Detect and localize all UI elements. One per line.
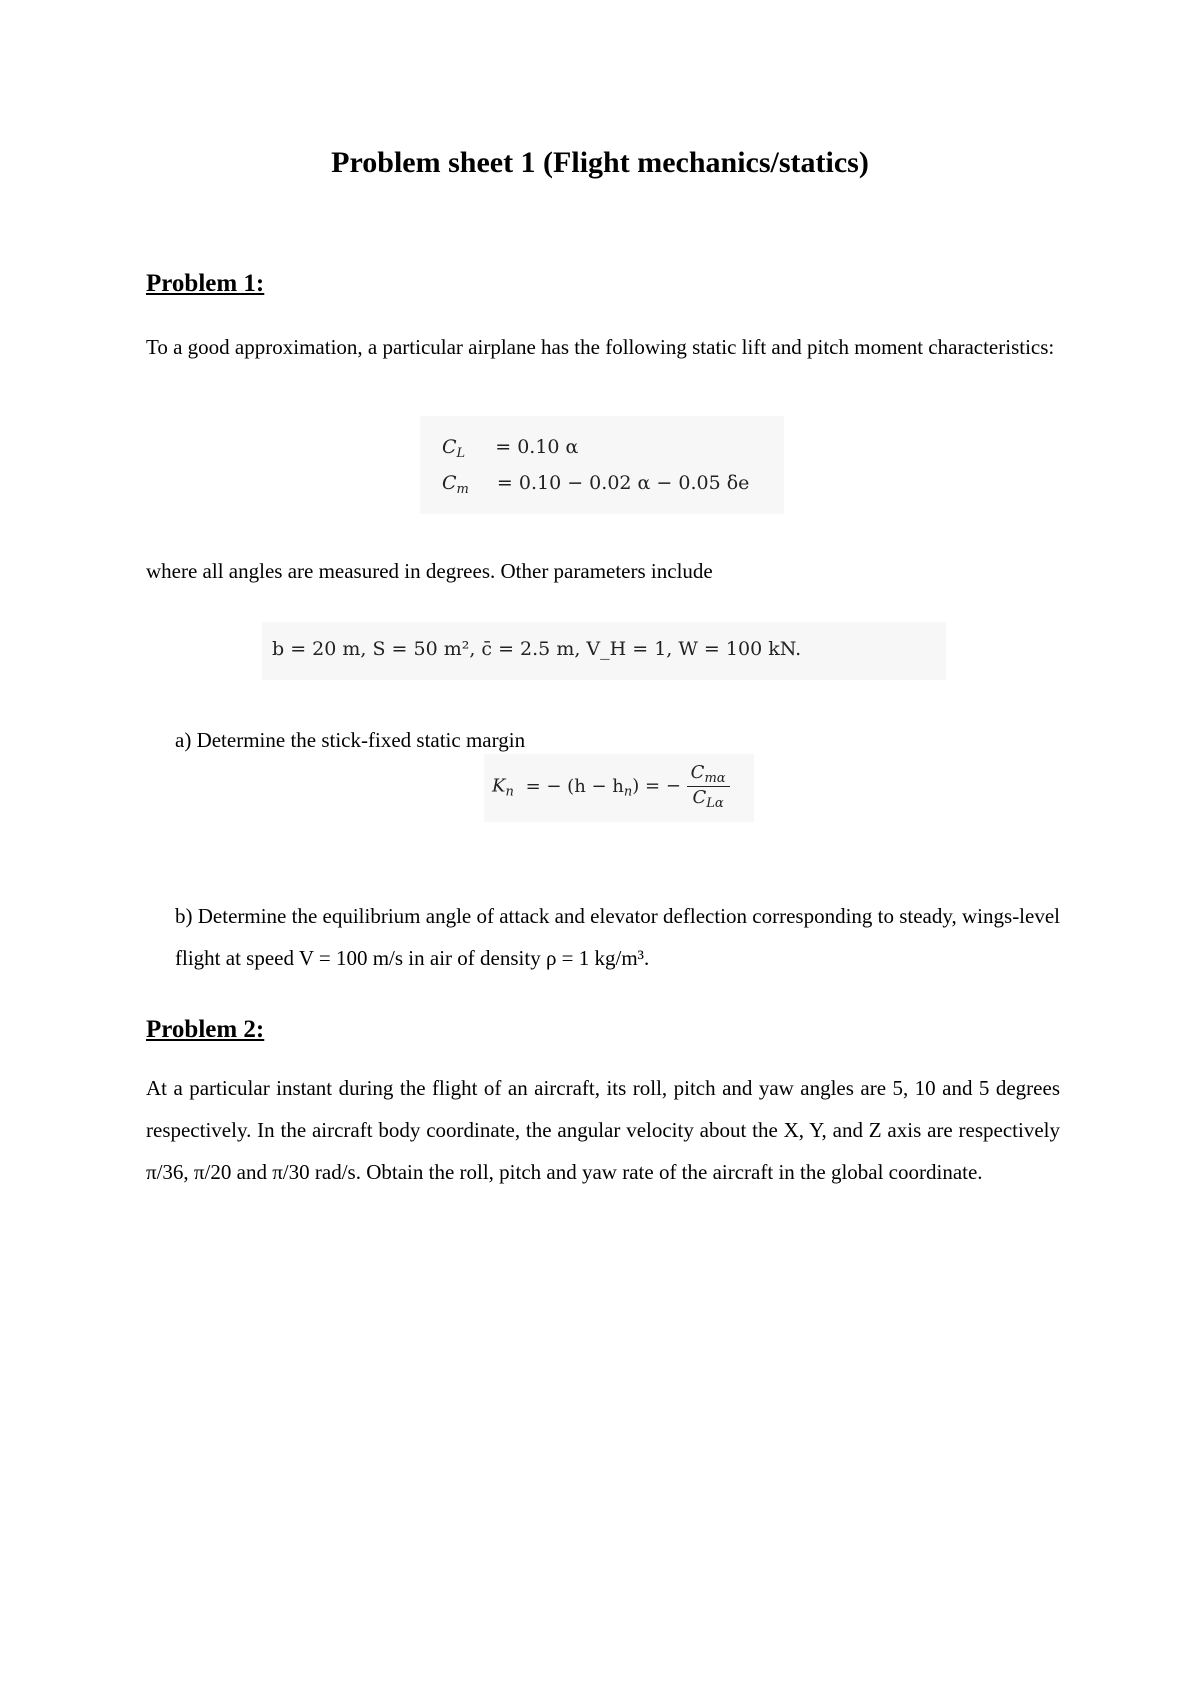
cl-expression: = 0.10 α — [495, 436, 579, 458]
kn-symbol: K — [492, 775, 506, 797]
part-a-text: a) Determine the stick-fixed static margin — [175, 728, 526, 752]
problem2-heading: Problem 2: — [146, 1016, 265, 1043]
static-margin-equation — [484, 754, 754, 822]
cl-subscript: L — [456, 446, 466, 461]
kn-expression: = − (h − h — [525, 775, 624, 797]
hn-subscript: n — [623, 784, 633, 800]
cm-subscript: m — [456, 482, 469, 497]
parameters-line: b = 20 m, S = 50 m², c̄ = 2.5 m, V_H = 1, W = 100 kN. — [272, 638, 802, 660]
frac-denominator: C — [692, 787, 707, 808]
kn-expression-end: ) = − — [632, 775, 681, 797]
problem1-heading: Problem 1: — [146, 270, 265, 297]
cl-symbol: C — [442, 436, 457, 458]
kn-subscript: n — [505, 784, 514, 800]
frac-numerator: C — [690, 762, 705, 783]
part-b-text: b) Determine the equilibrium angle of attack and elevator deflection corresponding to steady, wings-level flight at speed V = 100 m/s in air of density ρ = 1 kg/m³. — [175, 904, 1060, 970]
cm-expression: = 0.10 − 0.02 α − 0.05 δe — [496, 472, 750, 494]
lift-moment-equations — [420, 416, 784, 514]
angles-note: where all angles are measured in degrees. Other parameters include — [146, 559, 713, 583]
frac-numerator-subscript: mα — [704, 771, 726, 786]
parameters-box — [262, 622, 946, 680]
cm-equation — [442, 472, 749, 497]
problem2-text: At a particular instant during the flight of an aircraft, its roll, pitch and yaw angles are 5, 10 and 5 degrees respectively. In the aircraft body coordinate, the angular velocity about the X, Y, and Z axis are respectively π/36, π/20 and π/30 rad/s. Obtain the roll, pitch and yaw rate of the aircraft in the global coordinate. — [146, 1076, 1060, 1184]
cm-symbol: C — [442, 472, 457, 494]
cm-alpha-over-cl-alpha — [687, 762, 730, 811]
page-title: Problem sheet 1 (Flight mechanics/statics) — [331, 146, 869, 179]
frac-denominator-subscript: Lα — [706, 796, 724, 811]
cl-equation — [442, 436, 578, 461]
problem1-intro: To a good approximation, a particular airplane has the following static lift and pitch moment characteristics: — [146, 335, 1055, 359]
